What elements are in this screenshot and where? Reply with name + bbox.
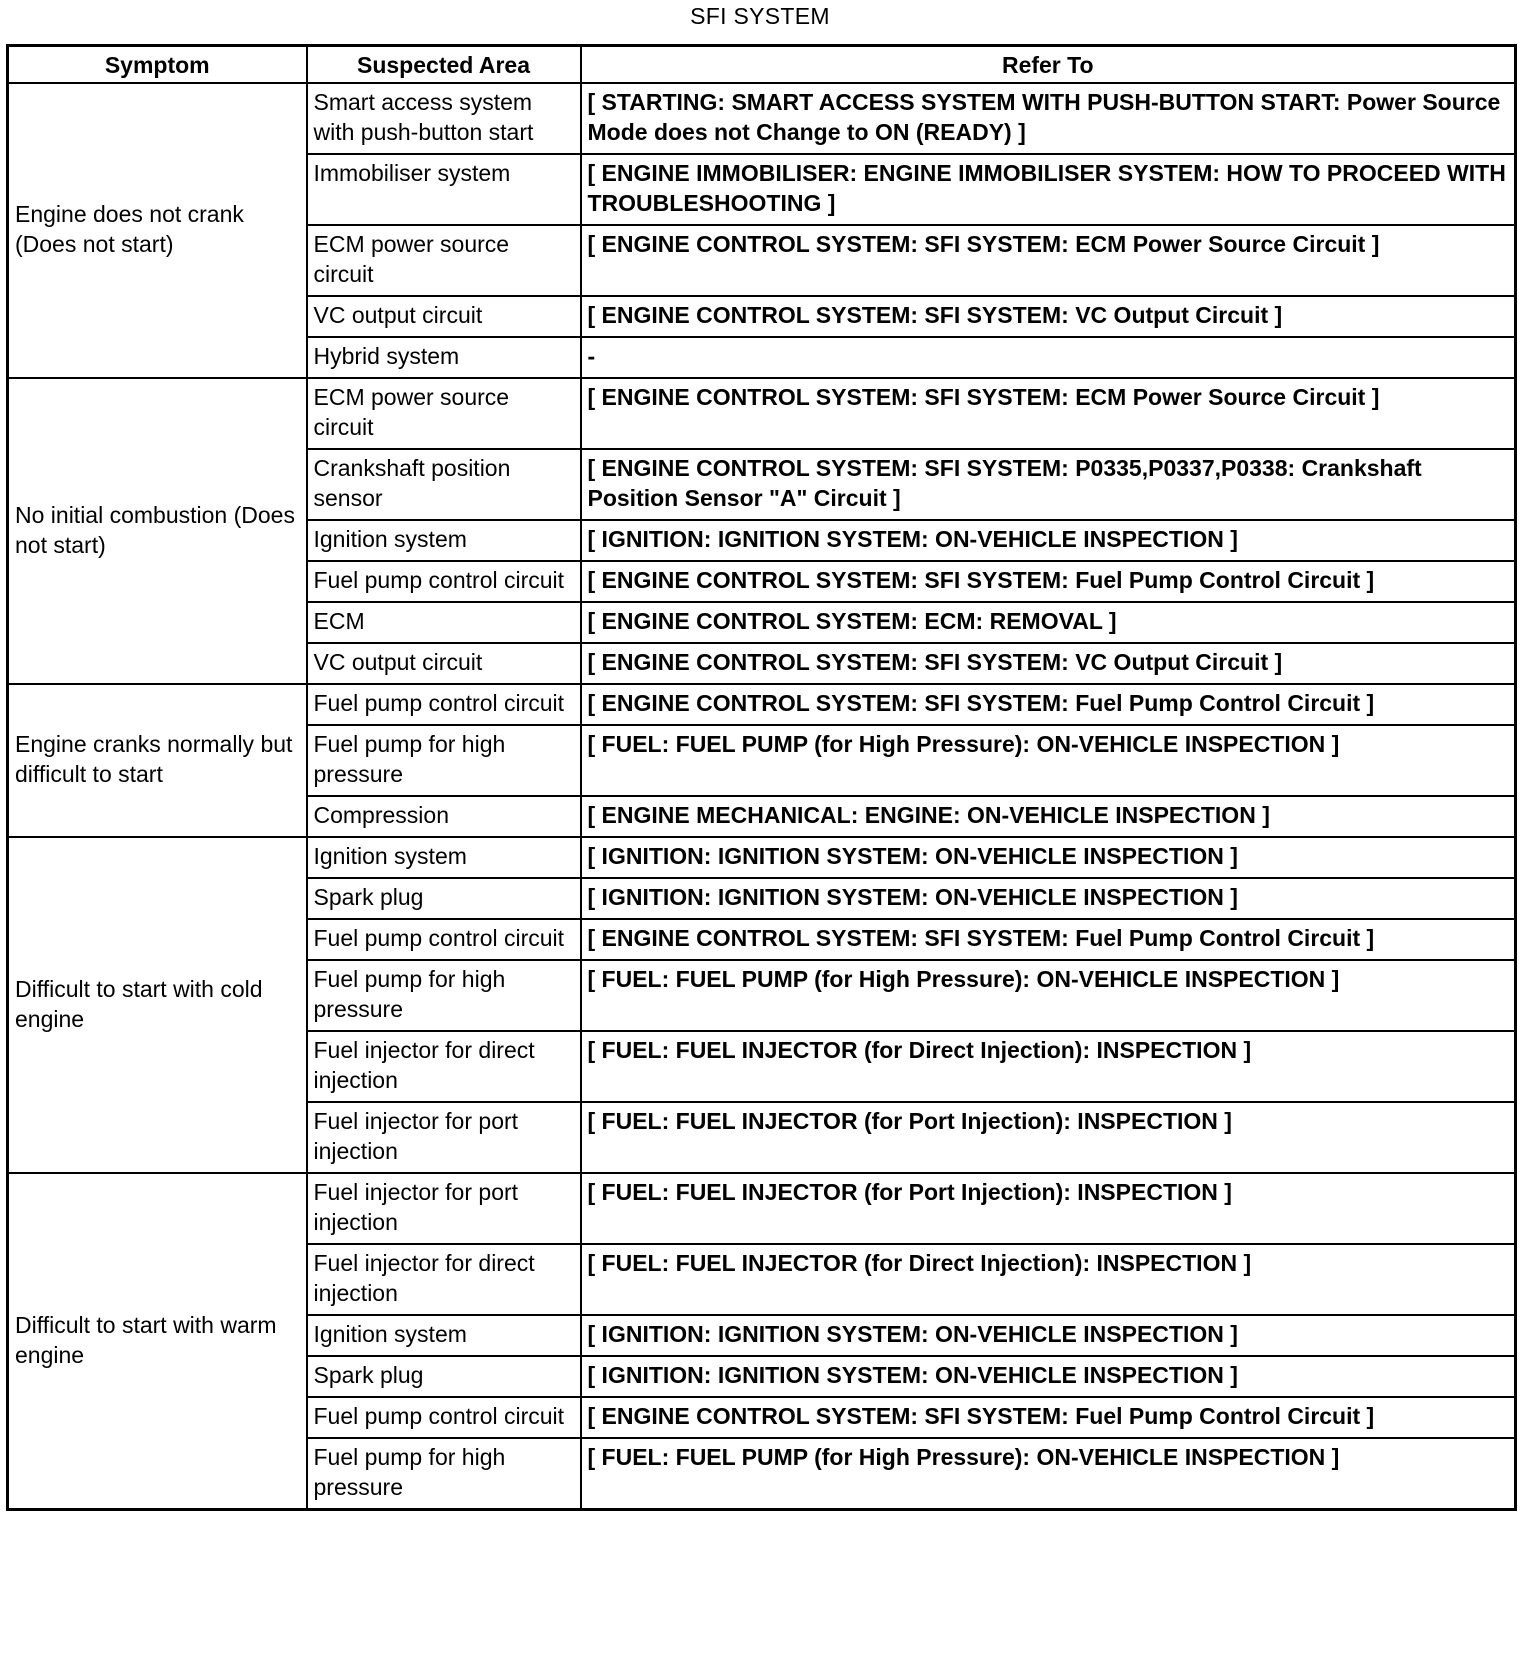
symptom-cell: Engine does not crank (Does not start) xyxy=(8,83,307,378)
refer-to-cell: [ ENGINE CONTROL SYSTEM: SFI SYSTEM: Fuel Pump Control Circuit ] xyxy=(581,919,1516,960)
refer-to-cell: [ IGNITION: IGNITION SYSTEM: ON-VEHICLE INSPECTION ] xyxy=(581,837,1516,878)
header-symptom: Symptom xyxy=(8,46,307,84)
symptom-cell: Difficult to start with warm engine xyxy=(8,1173,307,1510)
refer-to-cell: [ IGNITION: IGNITION SYSTEM: ON-VEHICLE INSPECTION ] xyxy=(581,1315,1516,1356)
suspected-area-cell: Spark plug xyxy=(307,878,581,919)
refer-to-cell: [ ENGINE CONTROL SYSTEM: ECM: REMOVAL ] xyxy=(581,602,1516,643)
table-row xyxy=(8,378,1516,449)
refer-to-cell: [ FUEL: FUEL PUMP (for High Pressure): ON-VEHICLE INSPECTION ] xyxy=(581,1438,1516,1510)
suspected-area-cell: Smart access system with push-button start xyxy=(307,83,581,154)
table-header-row xyxy=(8,46,1516,84)
table-row xyxy=(8,1173,1516,1244)
suspected-area-cell: Crankshaft position sensor xyxy=(307,449,581,520)
refer-to-cell: [ ENGINE CONTROL SYSTEM: SFI SYSTEM: Fuel Pump Control Circuit ] xyxy=(581,561,1516,602)
refer-to-cell: [ IGNITION: IGNITION SYSTEM: ON-VEHICLE INSPECTION ] xyxy=(581,878,1516,919)
suspected-area-cell: VC output circuit xyxy=(307,296,581,337)
refer-to-cell: [ ENGINE CONTROL SYSTEM: SFI SYSTEM: VC Output Circuit ] xyxy=(581,643,1516,684)
suspected-area-cell: Ignition system xyxy=(307,837,581,878)
refer-to-cell: [ FUEL: FUEL PUMP (for High Pressure): ON-VEHICLE INSPECTION ] xyxy=(581,960,1516,1031)
suspected-area-cell: Fuel pump for high pressure xyxy=(307,960,581,1031)
suspected-area-cell: Fuel injector for direct injection xyxy=(307,1244,581,1315)
refer-to-cell: [ ENGINE CONTROL SYSTEM: SFI SYSTEM: VC Output Circuit ] xyxy=(581,296,1516,337)
header-refer-to: Refer To xyxy=(581,46,1516,84)
refer-to-cell: [ ENGINE CONTROL SYSTEM: SFI SYSTEM: Fuel Pump Control Circuit ] xyxy=(581,1397,1516,1438)
refer-to-cell: [ STARTING: SMART ACCESS SYSTEM WITH PUSH-BUTTON START: Power Source Mode does not Change to ON (READY) ] xyxy=(581,83,1516,154)
suspected-area-cell: Spark plug xyxy=(307,1356,581,1397)
refer-to-cell: [ ENGINE CONTROL SYSTEM: SFI SYSTEM: Fuel Pump Control Circuit ] xyxy=(581,684,1516,725)
refer-to-cell: [ FUEL: FUEL INJECTOR (for Direct Injection): INSPECTION ] xyxy=(581,1031,1516,1102)
document-title: SFI SYSTEM xyxy=(690,3,830,29)
refer-to-cell: - xyxy=(581,337,1516,378)
suspected-area-cell: Ignition system xyxy=(307,520,581,561)
suspected-area-cell: Fuel pump for high pressure xyxy=(307,725,581,796)
suspected-area-cell: Fuel pump control circuit xyxy=(307,919,581,960)
suspected-area-cell: Fuel pump control circuit xyxy=(307,561,581,602)
suspected-area-cell: Immobiliser system xyxy=(307,154,581,225)
refer-to-cell: [ FUEL: FUEL INJECTOR (for Port Injection): INSPECTION ] xyxy=(581,1102,1516,1173)
refer-to-cell: [ ENGINE MECHANICAL: ENGINE: ON-VEHICLE INSPECTION ] xyxy=(581,796,1516,837)
suspected-area-cell: Fuel injector for port injection xyxy=(307,1102,581,1173)
refer-to-cell: [ ENGINE IMMOBILISER: ENGINE IMMOBILISER SYSTEM: HOW TO PROCEED WITH TROUBLESHOOTING ] xyxy=(581,154,1516,225)
header-suspected-area: Suspected Area xyxy=(307,46,581,84)
symptom-table xyxy=(6,44,1517,1511)
suspected-area-cell: Hybrid system xyxy=(307,337,581,378)
refer-to-cell: [ ENGINE CONTROL SYSTEM: SFI SYSTEM: P0335,P0337,P0338: Crankshaft Position Sensor "A" Circuit ] xyxy=(581,449,1516,520)
table-row xyxy=(8,83,1516,154)
symptom-cell: No initial combustion (Does not start) xyxy=(8,378,307,684)
symptom-cell: Difficult to start with cold engine xyxy=(8,837,307,1173)
refer-to-cell: [ ENGINE CONTROL SYSTEM: SFI SYSTEM: ECM Power Source Circuit ] xyxy=(581,378,1516,449)
suspected-area-cell: Fuel pump control circuit xyxy=(307,1397,581,1438)
symptom-cell: Engine cranks normally but difficult to start xyxy=(8,684,307,837)
suspected-area-cell: Fuel pump control circuit xyxy=(307,684,581,725)
refer-to-cell: [ IGNITION: IGNITION SYSTEM: ON-VEHICLE INSPECTION ] xyxy=(581,1356,1516,1397)
refer-to-cell: [ FUEL: FUEL INJECTOR (for Direct Injection): INSPECTION ] xyxy=(581,1244,1516,1315)
suspected-area-cell: Fuel injector for port injection xyxy=(307,1173,581,1244)
suspected-area-cell: VC output circuit xyxy=(307,643,581,684)
table-row xyxy=(8,837,1516,878)
suspected-area-cell: ECM power source circuit xyxy=(307,378,581,449)
refer-to-cell: [ FUEL: FUEL INJECTOR (for Port Injection): INSPECTION ] xyxy=(581,1173,1516,1244)
refer-to-cell: [ ENGINE CONTROL SYSTEM: SFI SYSTEM: ECM Power Source Circuit ] xyxy=(581,225,1516,296)
suspected-area-cell: ECM xyxy=(307,602,581,643)
table-row xyxy=(8,684,1516,725)
suspected-area-cell: Ignition system xyxy=(307,1315,581,1356)
refer-to-cell: [ IGNITION: IGNITION SYSTEM: ON-VEHICLE INSPECTION ] xyxy=(581,520,1516,561)
suspected-area-cell: Fuel injector for direct injection xyxy=(307,1031,581,1102)
refer-to-cell: [ FUEL: FUEL PUMP (for High Pressure): ON-VEHICLE INSPECTION ] xyxy=(581,725,1516,796)
suspected-area-cell: ECM power source circuit xyxy=(307,225,581,296)
table-body xyxy=(8,83,1516,1510)
suspected-area-cell: Compression xyxy=(307,796,581,837)
suspected-area-cell: Fuel pump for high pressure xyxy=(307,1438,581,1510)
